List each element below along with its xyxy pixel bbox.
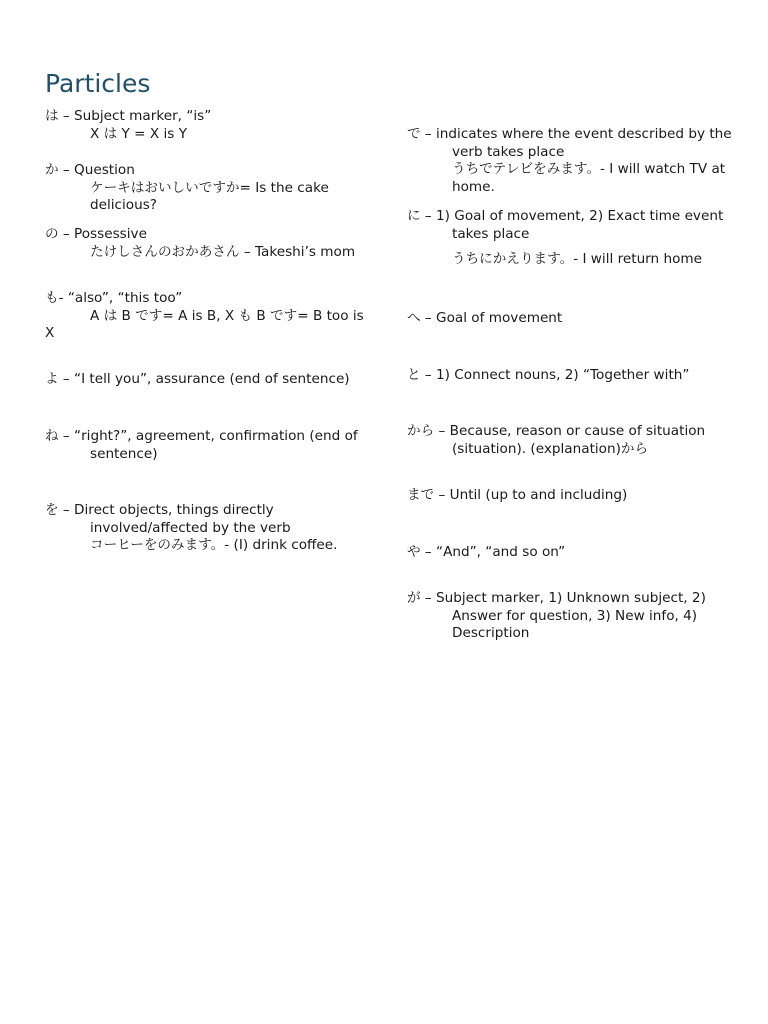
particle-ni — [407, 208, 737, 269]
particle-no — [45, 226, 367, 261]
particle-wo-heading: を – Direct objects, things directly involved/affected by the verb — [45, 502, 291, 536]
particle-ni-heading: に – 1) Goal of movement, 2) Exact time event takes place — [407, 208, 724, 242]
particle-ka — [45, 162, 367, 215]
particle-ka-heading: か – Question — [45, 162, 135, 178]
particle-no-example: たけしさんのおかあさん – Takeshi’s mom — [90, 243, 356, 260]
particle-de — [407, 126, 737, 196]
particle-ni-example: うちにかえります。- I will return home — [452, 251, 703, 267]
particle-wa-heading: は – Subject marker, “is” — [45, 108, 212, 124]
particle-yo-heading: よ – “I tell you”, assurance (end of sentence) — [45, 371, 350, 387]
particle-ya — [407, 544, 737, 562]
particle-ya-heading: や – “And”, “and so on” — [407, 544, 566, 560]
particle-ka-example: ケーキはおいしいですか= Is the cake delicious? — [90, 179, 329, 213]
particle-no-heading: の – Possessive — [45, 226, 147, 242]
particle-ga — [407, 590, 737, 643]
particle-wo — [45, 502, 367, 555]
particle-ne-heading: ね – “right?”, agreement, confirmation (end of sentence) — [45, 428, 358, 462]
particle-e — [407, 310, 737, 328]
particle-mo-heading: も- “also”, “this too” — [45, 290, 183, 306]
particle-mo-example: A は B です= A is B, X も B です= B too is X — [45, 307, 364, 341]
particle-wo-example: コーヒーをのみます。- (I) drink coffee. — [90, 537, 338, 553]
particle-mo — [45, 290, 367, 343]
particle-ne — [45, 428, 367, 463]
particle-e-heading: へ – Goal of movement — [407, 310, 563, 326]
particle-wa — [45, 108, 367, 143]
particle-made-heading: まで – Until (up to and including) — [407, 487, 628, 503]
particle-de-example: うちでテレビをみます。- I will watch TV at home. — [452, 161, 726, 195]
particle-to — [407, 367, 737, 385]
particle-to-heading: と – 1) Connect nouns, 2) “Together with” — [407, 367, 690, 383]
particle-wa-example: X は Y = X is Y — [90, 125, 188, 142]
particle-ga-heading: が – Subject marker, 1) Unknown subject, 2) Answer for question, 3) New info, 4) Description — [407, 590, 706, 641]
particle-yo — [45, 371, 367, 389]
page-title: Particles — [45, 69, 151, 98]
particle-kara — [407, 423, 737, 458]
particle-de-heading: で – indicates where the event described by the verb takes place — [407, 126, 732, 160]
particle-kara-heading: から – Because, reason or cause of situation (situation). (explanation)から — [407, 423, 706, 457]
particle-made — [407, 487, 737, 505]
